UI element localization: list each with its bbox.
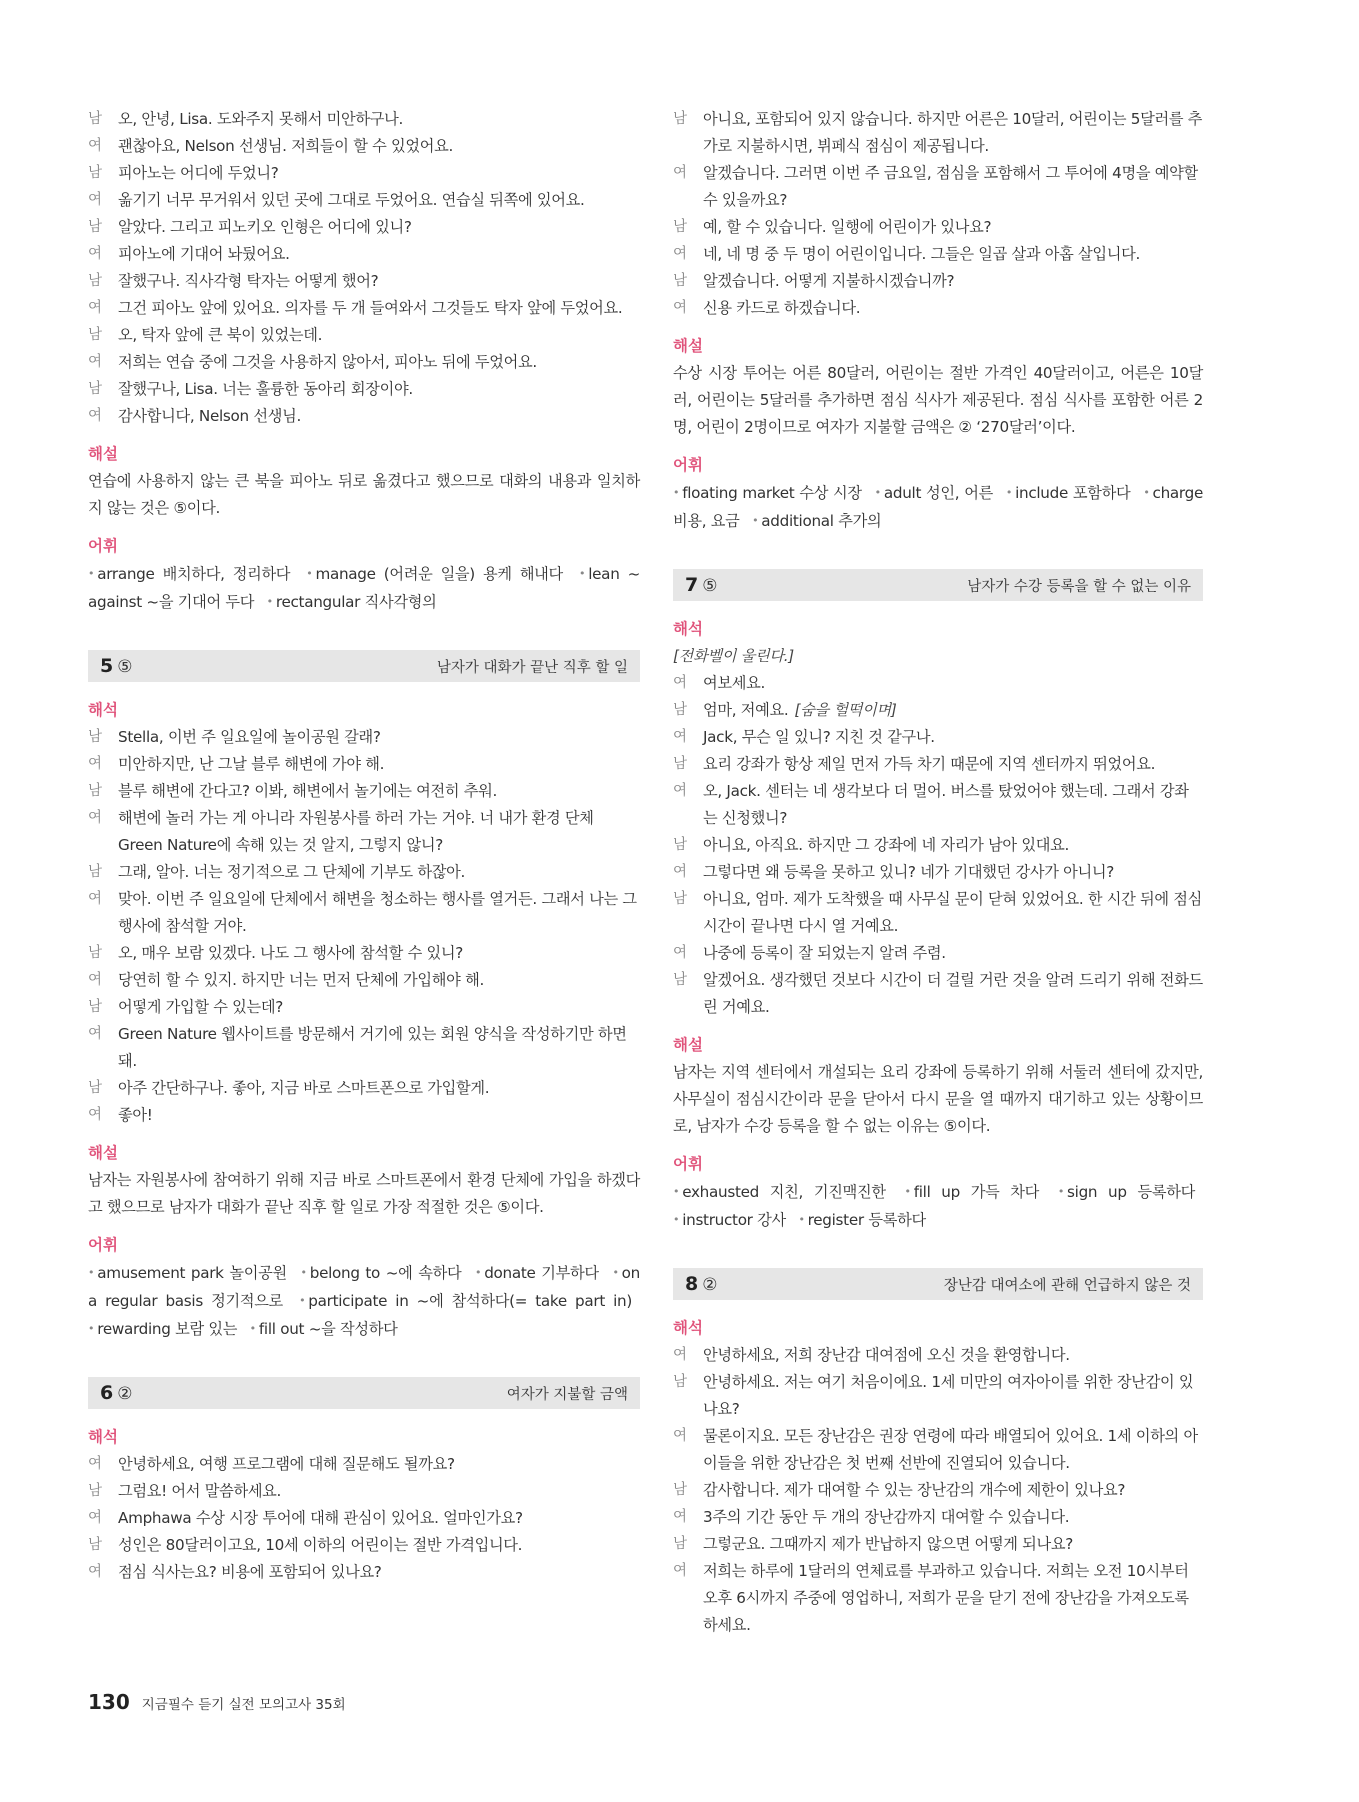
- explain-label: 해설: [673, 1036, 703, 1054]
- speaker-label: 남: [88, 729, 102, 745]
- dialogue-text: [118, 751, 640, 778]
- vocab-item: • lean ~ against ~을 기대어 두다: [88, 565, 640, 611]
- speaker-label: 여: [88, 1026, 102, 1042]
- dialogue-text: [118, 241, 640, 268]
- dialogue-line: [88, 967, 640, 994]
- vocab-item: • rewarding 보람 있는: [88, 1320, 237, 1338]
- dialogue-text: [703, 940, 1203, 967]
- speaker-label: 남: [88, 273, 102, 289]
- dialogue-text: [118, 214, 640, 241]
- speaker-label: 여: [673, 864, 687, 880]
- speaker-label: 여: [88, 1107, 102, 1123]
- dialogue-sentence: 그렇군요. 그때까지 제가 반납하지 않으면 어떻게 되나요?: [703, 1535, 1073, 1553]
- dialogue-sentence: 알았다. 그리고 피노키오 인형은 어디에 있니?: [118, 218, 412, 236]
- dialogue-text: [703, 106, 1203, 160]
- speaker-label: 여: [673, 729, 687, 745]
- dialogue-sentence: 아니요, 엄마. 제가 도착했을 때 사무실 문이 닫혀 있었어요. 한 시간 뒤에 점심시간이 끝나면 다시 열 거예요.: [703, 890, 1203, 935]
- dialogue-line: [88, 1532, 640, 1559]
- dialogue-sentence: 맞아. 이번 주 일요일에 단체에서 해변을 청소하는 행사를 열거든. 그래서 나는 그 행사에 참석할 거야.: [118, 890, 637, 935]
- dialogue-line: [673, 1477, 1203, 1504]
- question-topic: 남자가 수강 등록을 할 수 없는 이유: [967, 578, 1191, 595]
- dialogue-text: [118, 187, 640, 214]
- dialogue-sentence: 네, 네 명 중 두 명이 어린이입니다. 그들은 일곱 살과 아홉 살입니다.: [703, 245, 1141, 263]
- dialogue-line: [88, 133, 640, 160]
- vocab-label: 어휘: [88, 537, 118, 555]
- question-number: 6 ②: [100, 1382, 133, 1404]
- dialogue-line: [88, 1451, 640, 1478]
- dialogue-line: [673, 1558, 1203, 1639]
- question-number: 8 ②: [685, 1273, 718, 1295]
- dialogue-sentence: 나중에 등록이 잘 되었는지 알려 주렴.: [703, 944, 946, 962]
- speaker-label: 남: [88, 111, 102, 127]
- explain-label: 해설: [88, 1144, 118, 1162]
- dialogue-line: [88, 886, 640, 940]
- dialogue-line: [88, 940, 640, 967]
- dialogue-sentence: 아니요, 포함되어 있지 않습니다. 하지만 어른은 10달러, 어린이는 5달러를 추가로 지불하시면, 뷔페식 점심이 제공됩니다.: [703, 110, 1203, 155]
- dialogue-sentence: 물론이지요. 모든 장난감은 권장 연령에 따라 배열되어 있어요. 1세 이하의 아이들을 위한 장난감은 첫 번째 선반에 진열되어 있습니다.: [703, 1427, 1198, 1472]
- speaker-label: 남: [673, 1482, 687, 1498]
- dialogue-text: [703, 1342, 1203, 1369]
- left-column: [88, 106, 640, 1586]
- vocab-list: [88, 560, 640, 616]
- vocab-item: • amusement park 놀이공원: [88, 1264, 287, 1282]
- speaker-label: 여: [88, 891, 102, 907]
- dialogue-line: [673, 1369, 1203, 1423]
- dialogue-sentence: 아니요, 아직요. 하지만 그 강좌에 네 자리가 남아 있대요.: [703, 836, 1069, 854]
- book-title: 지금필수 듣기 실전 모의고사 35회: [141, 1697, 346, 1713]
- dialogue-line: [673, 1342, 1203, 1369]
- speaker-label: 남: [673, 1374, 687, 1390]
- explain-text: 수상 시장 투어는 어른 80달러, 어린이는 절반 가격인 40달러이고, 어른은 10달러, 어린이는 5달러를 추가하면 점심 식사가 제공된다. 점심 식사를 포함한 어른 2명, 어린이 2명이므로 여자가 지불할 금액은 ② ‘270달러’이다.: [673, 364, 1203, 436]
- dialogue-text: [703, 778, 1203, 832]
- dialogue-sentence: 오, Jack. 센터는 네 생각보다 더 멀어. 버스를 탔었어야 했는데. 그래서 강좌는 신청했니?: [703, 782, 1189, 827]
- speaker-label: 남: [88, 165, 102, 181]
- page-footer: [88, 1690, 346, 1714]
- dialogue-line: [88, 724, 640, 751]
- vocab-item: • instructor 강사: [673, 1211, 786, 1229]
- speaker-label: 남: [673, 837, 687, 853]
- dialogue-line: [88, 214, 640, 241]
- dialogue-sentence: 피아노는 어디에 두었니?: [118, 164, 279, 182]
- speaker-label: 여: [88, 192, 102, 208]
- dialogue-sentence: 감사합니다. 제가 대여할 수 있는 장난감의 개수에 제한이 있나요?: [703, 1481, 1126, 1499]
- dialogue-text: [118, 1532, 640, 1559]
- dialogue-line: [673, 1423, 1203, 1477]
- question-topic: 남자가 대화가 끝난 직후 할 일: [436, 659, 628, 676]
- dialogue-line: [673, 859, 1203, 886]
- dialogue-line: [88, 778, 640, 805]
- dialogue-text: [118, 886, 640, 940]
- vocab-item: • sign up 등록하다: [1058, 1183, 1195, 1201]
- speaker-label: 여: [673, 1509, 687, 1525]
- speaker-label: 남: [673, 756, 687, 772]
- dialogue-line: [673, 697, 1203, 724]
- dialogue-sentence: 알겠어요. 생각했던 것보다 시간이 더 걸릴 거란 것을 알려 드리기 위해 전화드린 거예요.: [703, 971, 1203, 1016]
- dialogue-sentence: Jack, 무슨 일 있니? 지친 것 같구나.: [703, 728, 935, 746]
- question-number: 7 ⑤: [685, 574, 718, 596]
- speaker-label: 여: [88, 810, 102, 826]
- dialogue-sentence: Amphawa 수상 시장 투어에 대해 관심이 있어요. 얼마인가요?: [118, 1509, 523, 1527]
- stage-direction: [전화벨이 울린다.]: [673, 647, 794, 665]
- vocab-item: • fill up 가득 차다: [905, 1183, 1040, 1201]
- speaker-label: 여: [673, 783, 687, 799]
- dialogue-sentence: 어떻게 가입할 수 있는데?: [118, 998, 284, 1016]
- speaker-label: 남: [673, 111, 687, 127]
- dialogue-text: [703, 160, 1203, 214]
- page-number: 130: [88, 1690, 130, 1714]
- speaker-label: 여: [88, 300, 102, 316]
- dialogue-q6-cont: [673, 106, 1203, 322]
- dialogue-line: [88, 994, 640, 1021]
- dialogue-sentence: 오, 안녕, Lisa. 도와주지 못해서 미안하구나.: [118, 110, 404, 128]
- dialogue-text: [118, 1102, 640, 1129]
- translation-label: 해석: [673, 620, 703, 638]
- right-column: [673, 106, 1203, 1639]
- dialogue-sentence: 안녕하세요. 저는 여기 처음이에요. 1세 미만의 여자아이를 위한 장난감이 있나요?: [703, 1373, 1194, 1418]
- dialogue-line: [673, 1504, 1203, 1531]
- vocab-label: 어휘: [673, 456, 703, 474]
- vocab-label: 어휘: [88, 1236, 118, 1254]
- dialogue-line: [88, 859, 640, 886]
- dialogue-text: [118, 1505, 640, 1532]
- speaker-label: 여: [673, 1563, 687, 1579]
- dialogue-sentence: 괜찮아요, Nelson 선생님. 저희들이 할 수 있었어요.: [118, 137, 454, 155]
- speaker-label: 남: [88, 999, 102, 1015]
- vocab-item: • fill out ~을 작성하다: [250, 1320, 398, 1338]
- dialogue-text: [118, 295, 640, 322]
- question-number: 5 ⑤: [100, 655, 133, 677]
- speaker-label: 남: [88, 1080, 102, 1096]
- dialogue-sentence: 안녕하세요, 여행 프로그램에 대해 질문해도 될까요?: [118, 1455, 455, 1473]
- dialogue-line: [88, 295, 640, 322]
- dialogue-text: [118, 724, 640, 751]
- dialogue-line: [673, 778, 1203, 832]
- dialogue-line: [88, 751, 640, 778]
- dialogue-text: [703, 670, 1203, 697]
- vocab-item: • exhausted 지친, 기진맥진한: [673, 1183, 886, 1201]
- speaker-label: 여: [88, 408, 102, 424]
- dialogue-text: [703, 295, 1203, 322]
- translation-label: 해석: [673, 1319, 703, 1337]
- dialogue-text: [703, 1423, 1203, 1477]
- dialogue-q7: [673, 670, 1203, 1021]
- dialogue-line: [88, 268, 640, 295]
- dialogue-line: [673, 1531, 1203, 1558]
- vocab-item: • floating market 수상 시장: [673, 484, 862, 502]
- dialogue-text: [703, 751, 1203, 778]
- dialogue-sentence: 해변에 놀러 가는 게 아니라 자원봉사를 하러 가는 거야. 너 내가 환경 단체 Green Nature에 속해 있는 것 알지, 그렇지 않니?: [118, 809, 594, 854]
- question-7-header: [673, 569, 1203, 601]
- dialogue-sentence: 엄마, 저예요.: [703, 701, 789, 719]
- dialogue-line: [88, 403, 640, 430]
- dialogue-line: [673, 751, 1203, 778]
- speaker-label: 남: [673, 273, 687, 289]
- dialogue-text: [118, 940, 640, 967]
- dialogue-text: [703, 1558, 1203, 1639]
- speaker-label: 여: [88, 972, 102, 988]
- speaker-label: 남: [88, 327, 102, 343]
- dialogue-line: [88, 349, 640, 376]
- dialogue-q5: [88, 724, 640, 1129]
- dialogue-text: [118, 349, 640, 376]
- speaker-label: 남: [673, 1536, 687, 1552]
- dialogue-text: [703, 1504, 1203, 1531]
- dialogue-sentence: 아주 간단하구나. 좋아, 지금 바로 스마트폰으로 가입할게.: [118, 1079, 490, 1097]
- dialogue-sentence: 오, 탁자 앞에 큰 북이 있었는데.: [118, 326, 323, 344]
- dialogue-line: [88, 805, 640, 859]
- speaker-label: 여: [673, 246, 687, 262]
- translation-label: 해석: [88, 701, 118, 719]
- dialogue-sentence: 감사합니다, Nelson 선생님.: [118, 407, 302, 425]
- dialogue-text: [703, 241, 1203, 268]
- dialogue-sentence: 안녕하세요, 저희 장난감 대여점에 오신 것을 환영합니다.: [703, 1346, 1070, 1364]
- dialogue-text: [118, 160, 640, 187]
- vocab-item: • include 포함하다: [1006, 484, 1131, 502]
- dialogue-text: [703, 886, 1203, 940]
- vocab-list: [88, 1259, 640, 1343]
- dialogue-sentence: 저희는 하루에 1달러의 연체료를 부과하고 있습니다. 저희는 오전 10시부터 오후 6시까지 주중에 영업하니, 저희가 문을 닫기 전에 장난감을 가져오도록 하세요.: [703, 1562, 1189, 1634]
- speaker-label: 여: [88, 1564, 102, 1580]
- speaker-label: 남: [88, 219, 102, 235]
- dialogue-sentence: 블루 해변에 간다고? 이봐, 해변에서 놀기에는 여전히 추워.: [118, 782, 498, 800]
- speaker-label: 여: [673, 1347, 687, 1363]
- dialogue-text: [118, 133, 640, 160]
- dialogue-sentence: 알겠습니다. 그러면 이번 주 금요일, 점심을 포함해서 그 투어에 4명을 예약할 수 있을까요?: [703, 164, 1198, 209]
- vocab-item: • additional 추가의: [752, 512, 881, 530]
- dialogue-line: [88, 1559, 640, 1586]
- speaker-label: 여: [673, 1428, 687, 1444]
- vocab-item: • adult 성인, 어른: [875, 484, 993, 502]
- dialogue-line: [88, 106, 640, 133]
- question-topic: 장난감 대여소에 관해 언급하지 않은 것: [943, 1277, 1191, 1294]
- dialogue-text: [703, 859, 1203, 886]
- dialogue-line: [673, 214, 1203, 241]
- dialogue-text: [118, 1478, 640, 1505]
- dialogue-text: [118, 1075, 640, 1102]
- dialogue-line: [673, 268, 1203, 295]
- speaker-label: 여: [88, 1456, 102, 1472]
- speaker-label: 여: [673, 300, 687, 316]
- dialogue-line: [673, 670, 1203, 697]
- dialogue-sentence: 그건 피아노 앞에 있어요. 의자를 두 개 들여와서 그것들도 탁자 앞에 두었어요.: [118, 299, 623, 317]
- explain-label: 해설: [88, 445, 118, 463]
- dialogue-sentence: 점심 식사는요? 비용에 포함되어 있나요?: [118, 1563, 382, 1581]
- dialogue-sentence: 오, 매우 보람 있겠다. 나도 그 행사에 참석할 수 있니?: [118, 944, 463, 962]
- dialogue-sentence: 잘했구나, Lisa. 너는 훌륭한 동아리 회장이야.: [118, 380, 413, 398]
- dialogue-text: [118, 1451, 640, 1478]
- dialogue-line: [88, 1102, 640, 1129]
- dialogue-q8: [673, 1342, 1203, 1639]
- dialogue-line: [673, 106, 1203, 160]
- speaker-label: 남: [673, 702, 687, 718]
- dialogue-text: [703, 697, 1203, 724]
- dialogue-sentence: 예, 할 수 있습니다. 일행에 어린이가 있나요?: [703, 218, 992, 236]
- dialogue-sentence: 당연히 할 수 있지. 하지만 너는 먼저 단체에 가입해야 해.: [118, 971, 484, 989]
- vocab-item: • rectangular 직사각형의: [267, 593, 437, 611]
- vocab-item: • charge 비용, 요금: [673, 484, 1203, 530]
- question-8-header: [673, 1268, 1203, 1300]
- dialogue-text: [118, 376, 640, 403]
- dialogue-line: [673, 886, 1203, 940]
- dialogue-sentence: 그럼요! 어서 말씀하세요.: [118, 1482, 282, 1500]
- dialogue-line: [673, 241, 1203, 268]
- vocab-item: • register 등록하다: [798, 1211, 925, 1229]
- dialogue-text: [703, 1477, 1203, 1504]
- speaker-label: 여: [88, 138, 102, 154]
- dialogue-a: [88, 106, 640, 430]
- dialogue-sentence: Green Nature 웹사이트를 방문해서 거기에 있는 회원 양식을 작성하기만 하면 돼.: [118, 1025, 627, 1070]
- dialogue-line: [673, 832, 1203, 859]
- speaker-label: 여: [88, 1510, 102, 1526]
- question-6-header: [88, 1377, 640, 1409]
- vocab-item: • participate in ~에 참석하다(= take part in): [299, 1292, 632, 1310]
- dialogue-text: [118, 967, 640, 994]
- speaker-label: 여: [673, 945, 687, 961]
- dialogue-text: [118, 403, 640, 430]
- dialogue-line: [673, 724, 1203, 751]
- dialogue-text: [118, 859, 640, 886]
- speaker-label: 남: [673, 219, 687, 235]
- dialogue-sentence: 피아노에 기대어 놔뒀어요.: [118, 245, 290, 263]
- vocab-item: • donate 기부하다: [475, 1264, 599, 1282]
- dialogue-sentence: 신용 카드로 하겠습니다.: [703, 299, 861, 317]
- speaker-label: 남: [673, 972, 687, 988]
- dialogue-text: [118, 778, 640, 805]
- dialogue-sentence: 알겠습니다. 어떻게 지불하시겠습니까?: [703, 272, 955, 290]
- dialogue-line: [88, 160, 640, 187]
- speaker-label: 남: [88, 864, 102, 880]
- dialogue-line: [88, 1021, 640, 1075]
- vocab-list: [673, 1178, 1203, 1234]
- dialogue-line: [673, 160, 1203, 214]
- dialogue-line: [673, 295, 1203, 322]
- dialogue-sentence: 미안하지만, 난 그날 블루 해변에 가야 해.: [118, 755, 385, 773]
- dialogue-line: [88, 1075, 640, 1102]
- dialogue-line: [673, 967, 1203, 1021]
- dialogue-sentence: 저희는 연습 중에 그것을 사용하지 않아서, 피아노 뒤에 두었어요.: [118, 353, 537, 371]
- explain-text: 남자는 자원봉사에 참여하기 위해 지금 바로 스마트폰에서 환경 단체에 가입을 하겠다고 했으므로 남자가 대화가 끝난 직후 할 일로 가장 적절한 것은 ⑤이다.: [88, 1171, 640, 1216]
- dialogue-sentence: 좋아!: [118, 1106, 153, 1124]
- speaker-label: 남: [673, 891, 687, 907]
- vocab-item: • on a regular basis 정기적으로: [88, 1264, 640, 1310]
- dialogue-sentence: 그래, 알아. 너는 정기적으로 그 단체에 기부도 하잖아.: [118, 863, 466, 881]
- dialogue-sentence: 옮기기 너무 무거워서 있던 곳에 그대로 두었어요. 연습실 뒤쪽에 있어요.: [118, 191, 585, 209]
- dialogue-sentence: 3주의 기간 동안 두 개의 장난감까지 대여할 수 있습니다.: [703, 1508, 1070, 1526]
- dialogue-text: [118, 805, 640, 859]
- dialogue-text: [118, 322, 640, 349]
- dialogue-text: [118, 106, 640, 133]
- speaker-label: 남: [88, 1483, 102, 1499]
- vocab-item: • manage (어려운 일을) 용케 해내다: [306, 565, 563, 583]
- explain-label: 해설: [673, 337, 703, 355]
- dialogue-text: [703, 967, 1203, 1021]
- translation-label: 해석: [88, 1428, 118, 1446]
- question-topic: 여자가 지불할 금액: [506, 1386, 628, 1403]
- dialogue-line: [88, 1478, 640, 1505]
- speaker-label: 남: [88, 1537, 102, 1553]
- dialogue-line: [88, 187, 640, 214]
- dialogue-line: [88, 376, 640, 403]
- dialogue-text: [703, 1531, 1203, 1558]
- speaker-label: 남: [88, 381, 102, 397]
- dialogue-line: [88, 1505, 640, 1532]
- vocab-label: 어휘: [673, 1155, 703, 1173]
- dialogue-text: [703, 724, 1203, 751]
- dialogue-text: [703, 268, 1203, 295]
- vocab-list: [673, 479, 1203, 535]
- dialogue-sentence: 그렇다면 왜 등록을 못하고 있니? 네가 기대했던 강사가 아니니?: [703, 863, 1115, 881]
- explain-text: 남자는 지역 센터에서 개설되는 요리 강좌에 등록하기 위해 서둘러 센터에 갔지만, 사무실이 점심시간이라 문을 닫아서 다시 문을 열 때까지 대기하고 있는 상황이므로, 남자가 수강 등록을 할 수 없는 이유는 ⑤이다.: [673, 1063, 1203, 1135]
- speaker-label: 여: [673, 165, 687, 181]
- vocab-item: • arrange 배치하다, 정리하다: [88, 565, 290, 583]
- speaker-label: 여: [88, 246, 102, 262]
- explain-text: 연습에 사용하지 않는 큰 북을 피아노 뒤로 옮겼다고 했으므로 대화의 내용과 일치하지 않는 것은 ⑤이다.: [88, 472, 640, 517]
- speaker-label: 남: [88, 945, 102, 961]
- speaker-label: 여: [88, 756, 102, 772]
- dialogue-line: [88, 322, 640, 349]
- dialogue-sentence: 여보세요.: [703, 674, 766, 692]
- dialogue-line: [673, 940, 1203, 967]
- dialogue-text: [703, 1369, 1203, 1423]
- dialogue-text: [118, 268, 640, 295]
- speaker-label: 남: [88, 783, 102, 799]
- dialogue-sentence: 요리 강좌가 항상 제일 먼저 가득 차기 때문에 지역 센터까지 뛰었어요.: [703, 755, 1156, 773]
- dialogue-text: [703, 214, 1203, 241]
- dialogue-text: [118, 1559, 640, 1586]
- stage-direction: [숨을 헐떡이며]: [794, 701, 897, 719]
- vocab-item: • belong to ~에 속하다: [301, 1264, 462, 1282]
- dialogue-text: [703, 832, 1203, 859]
- dialogue-sentence: 성인은 80달러이고요, 10세 이하의 어린이는 절반 가격입니다.: [118, 1536, 523, 1554]
- speaker-label: 여: [88, 354, 102, 370]
- dialogue-line: [88, 241, 640, 268]
- dialogue-text: [118, 994, 640, 1021]
- dialogue-sentence: 잘했구나. 직사각형 탁자는 어떻게 했어?: [118, 272, 379, 290]
- dialogue-q6: [88, 1451, 640, 1586]
- dialogue-sentence: Stella, 이번 주 일요일에 놀이공원 갈래?: [118, 728, 381, 746]
- question-5-header: [88, 650, 640, 682]
- speaker-label: 여: [673, 675, 687, 691]
- dialogue-text: [118, 1021, 640, 1075]
